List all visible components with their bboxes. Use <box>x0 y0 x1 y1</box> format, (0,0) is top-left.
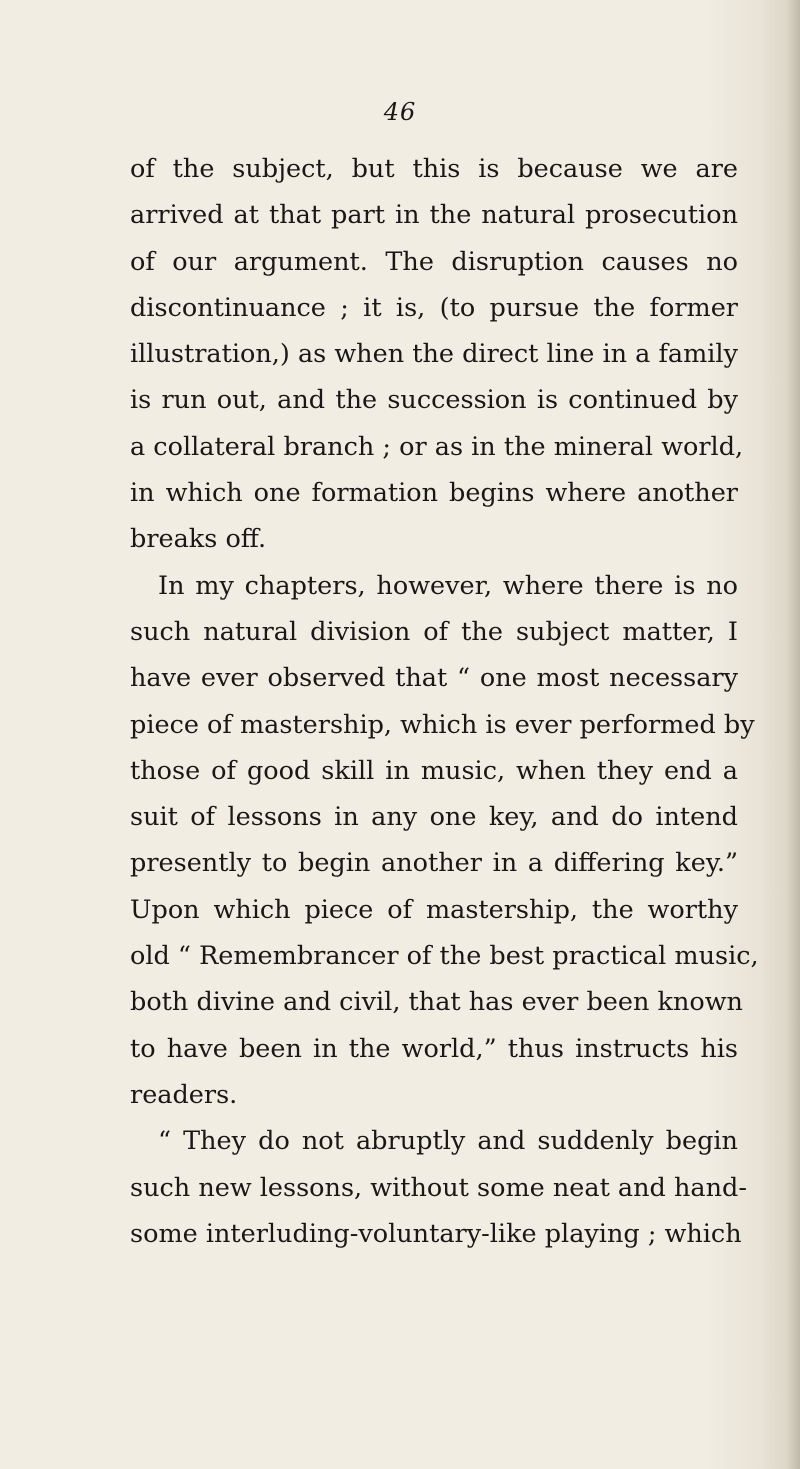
text-line: to have been in the world,” thus instructs his <box>130 1033 738 1064</box>
text-line: some interluding-voluntary-like playing ; which <box>130 1218 742 1249</box>
page-number: 46 <box>383 98 417 126</box>
text-line: readers. <box>130 1079 238 1110</box>
text-line: of the subject, but this is because we are <box>130 154 738 184</box>
text-line: In my chapters, however, where there is no <box>158 570 738 601</box>
text-line: Upon which piece of mastership, the worthy <box>130 894 738 925</box>
text-line: such natural division of the subject matter, I <box>130 616 738 647</box>
text-line: is run out, and the succession is continued by <box>130 385 738 416</box>
text-line: have ever observed that “ one most necessary <box>130 663 738 694</box>
text-line: “ They do not abruptly and suddenly begin <box>158 1126 738 1157</box>
text-line: piece of mastership, which is ever performed by <box>130 709 755 740</box>
text-line: presently to begin another in a differing key.” <box>130 848 738 879</box>
text-line: both divine and civil, that has ever been known <box>130 987 743 1018</box>
body-text <box>130 146 759 1257</box>
text-line: a collateral branch ; or as in the mineral world, <box>130 431 744 462</box>
page-edge-shadow <box>786 0 800 1469</box>
text-line: old “ Remembrancer of the best practical music, <box>130 941 759 972</box>
text-line: in which one formation begins where another <box>130 478 738 509</box>
text-line: illustration,) as when the direct line in a family <box>130 339 738 370</box>
text-line: those of good skill in music, when they end a <box>130 755 738 786</box>
text-line: such new lessons, without some neat and hand- <box>130 1172 747 1203</box>
text-line: breaks off. <box>130 524 267 555</box>
text-line: of our argument. The disruption causes no <box>130 246 738 277</box>
text-line: suit of lessons in any one key, and do intend <box>130 802 738 833</box>
text-line: discontinuance ; it is, (to pursue the former <box>130 292 738 323</box>
text-line: arrived at that part in the natural prosecution <box>130 200 738 231</box>
